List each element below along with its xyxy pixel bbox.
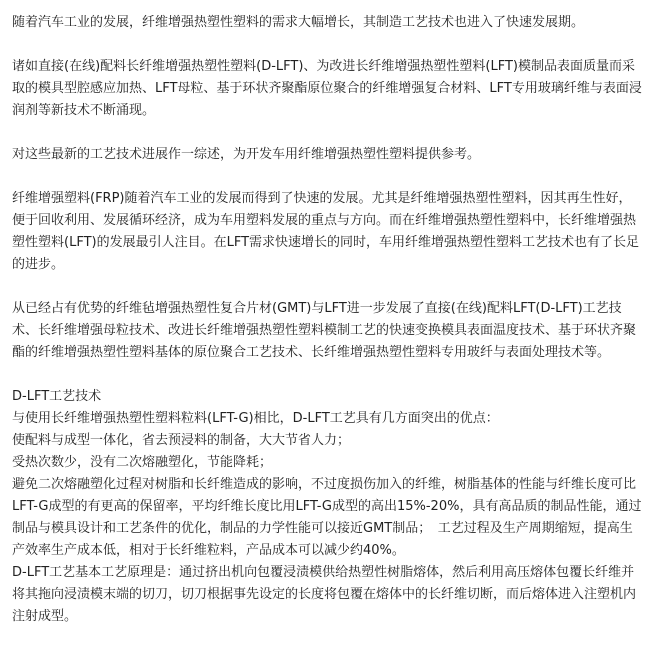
- dlft-section: [12, 386, 642, 628]
- advantage-line: 避免二次熔融塑化过程对树脂和长纤维造成的影响，不过度损伤加入的纤维，树脂基体的性能与纤维长度可比LFT-G成型的有更高的保留率，平均纤维长度比用LFT-G成型的高出15%-20%，具有高品质的制品性能，通过制品与模具设计和工艺条件的优化，制品的力学性能可以接近GMT制品； 工艺过程及生产周期缩短，提高生产效率生产成本低，相对于长纤维粒料，产品成本可以减少约40%。: [12, 477, 642, 558]
- principle-line: D-LFT工艺基本工艺原理是：通过挤出机向包覆浸渍模供给热塑性树脂熔体，然后利用高压熔体包覆长纤维并将其拖向浸渍模末端的切刀，切刀根据事先设定的长度将包覆在熔体中的长纤维切断，而后熔体进入注塑机内注射成型。: [12, 565, 637, 624]
- intro-paragraph: 随着汽车工业的发展，纤维增强热塑性塑料的需求大幅增长，其制造工艺技术也进入了快速发展期。: [12, 15, 585, 30]
- frp-development-paragraph: 纤维增强塑料(FRP)随着汽车工业的发展而得到了快速的发展。尤其是纤维增强热塑性塑料，因其再生性好，便于回收利用、发展循环经济，成为车用塑料发展的重点与方向。而在纤维增强热塑性塑料中，长纤维增强热塑性塑料(LFT)的发展最引人注目。在LFT需求快速增长的同时，车用纤维增强热塑性塑料工艺技术也有了长足的进步。: [12, 191, 640, 272]
- advantage-line: 受热次数少，没有二次熔融塑化，节能降耗；: [12, 455, 273, 470]
- summary-paragraph: 对这些最新的工艺技术进展作一综述，为开发车用纤维增强热塑性塑料提供参考。: [12, 147, 481, 162]
- new-technologies-paragraph: 诸如直接(在线)配料长纤维增强热塑性塑料(D-LFT)、为改进长纤维增强热塑性塑料(LFT)模制品表面质量而采取的模具型腔感应加热、LFT母粒、基于环状齐聚酯原位聚合的纤维增强复合材料、LFT专用玻璃纤维与表面浸润剂等新技术不断涌现。: [12, 59, 642, 118]
- advantages-intro-line: 与使用长纤维增强热塑性塑料粒料(LFT-G)相比，D-LFT工艺具有几方面突出的优点：: [12, 411, 499, 426]
- article-body: [12, 12, 642, 628]
- advantage-line: 使配料与成型一体化，省去预浸料的制备，大大节省人力；: [12, 433, 351, 448]
- gmt-lft-paragraph: 从已经占有优势的纤维毡增强热塑性复合片材(GMT)与LFT进一步发展了直接(在线)配料LFT(D-LFT)工艺技术、长纤维增强母粒技术、改进长纤维增强热塑性塑料模制工艺的快速变换模具表面温度技术、基于环状齐聚酯的纤维增强热塑性塑料基体的原位聚合工艺技术、长纤维增强热塑性塑料专用玻纤与表面处理技术等。: [12, 301, 637, 360]
- section-heading: D-LFT工艺技术: [12, 389, 102, 404]
